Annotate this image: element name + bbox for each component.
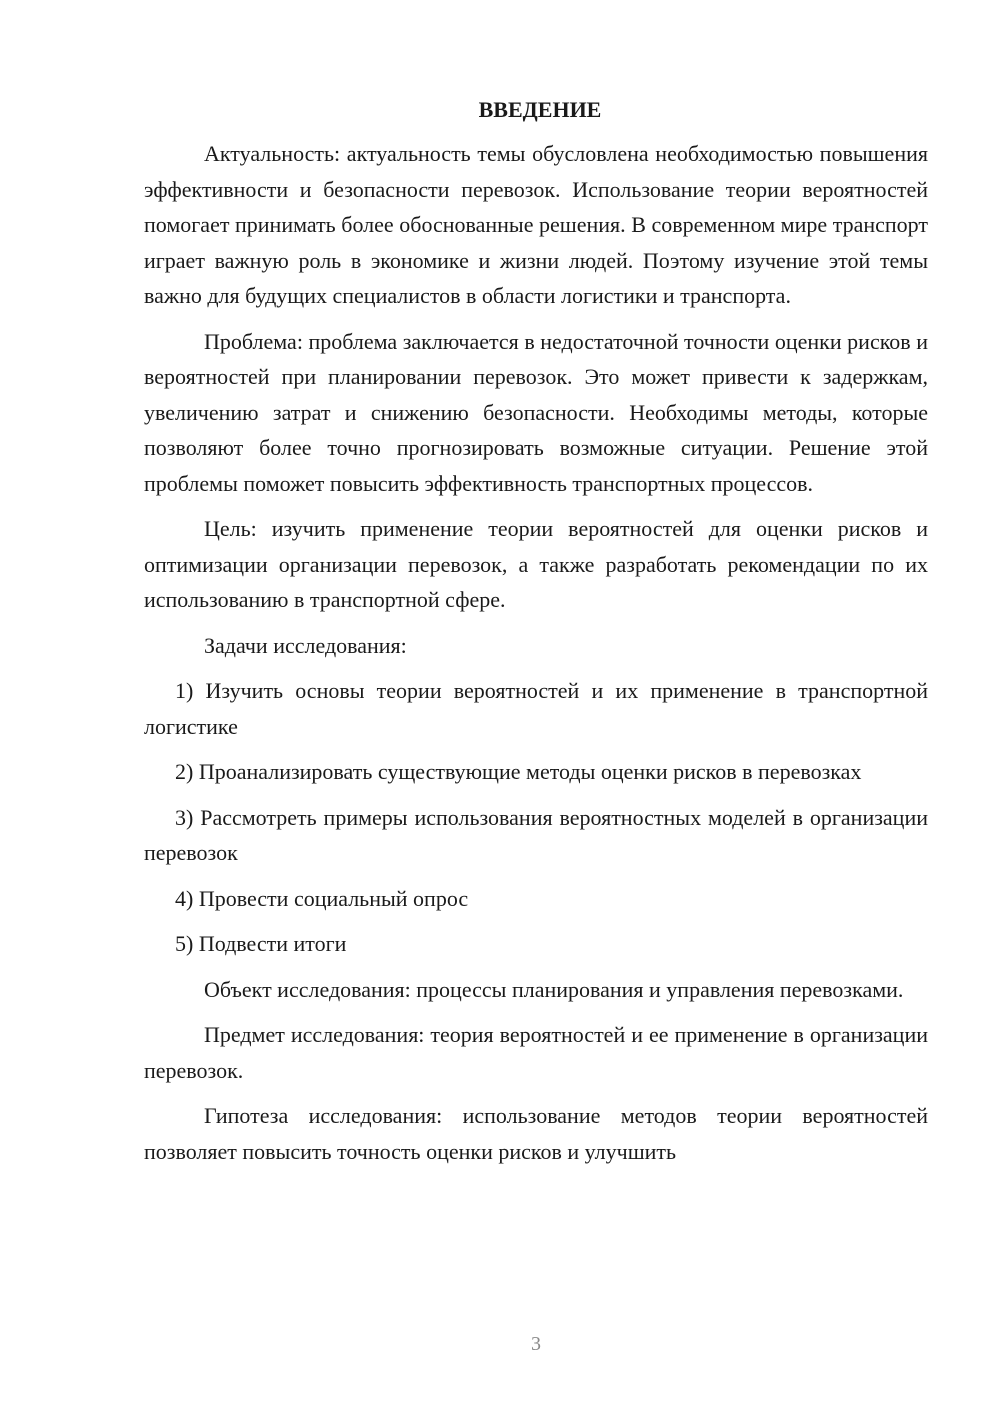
subject-paragraph: Предмет исследования: теория вероятностей и ее применение в организации перевозок.	[144, 1022, 928, 1083]
task-item-4: 4) Провести социальный опрос	[175, 885, 469, 911]
task-item-2: 2) Проанализировать существующие методы оценки рисков в перевозках	[175, 759, 862, 784]
page-number: 3	[531, 1333, 541, 1355]
hypothesis-paragraph: Гипотеза исследования: использование методов теории вероятностей позволяет повысить точность оценки рисков и улучшить	[144, 1103, 928, 1164]
relevance-paragraph: Актуальность: актуальность темы обусловлена необходимостью повышения эффективности и безопасности перевозок. Использование теории вероятностей помогает принимать более обоснованные решения. В современном мире транспорт играет важную роль в экономике и жизни людей. Поэтому изучение этой темы важно для будущих специалистов в области логистики и транспорта.	[144, 141, 928, 308]
goal-paragraph: Цель: изучить применение теории вероятностей для оценки рисков и оптимизации организации перевозок, а также разработать рекомендации по их использованию в транспортной сфере.	[144, 516, 928, 612]
task-item-5: 5) Подвести итоги	[175, 931, 347, 956]
object-paragraph: Объект исследования: процессы планирования и управления перевозками.	[204, 976, 904, 1002]
page-content	[144, 94, 928, 1179]
problem-paragraph: Проблема: проблема заключается в недостаточной точности оценки рисков и вероятностей при планировании перевозок. Это может привести к задержкам, увеличению затрат и снижению безопасности. Необходимы методы, которые позволяют более точно прогнозировать возможные ситуации. Решение этой проблемы поможет повысить эффективность транспортных процессов.	[144, 328, 928, 496]
task-item-1: 1) Изучить основы теории вероятностей и их применение в транспортной логистике	[144, 678, 928, 739]
tasks-list	[144, 673, 928, 962]
tasks-heading: Задачи исследования:	[204, 632, 407, 658]
page-title: ВВЕДЕНИЕ	[478, 97, 602, 122]
task-item-3: 3) Рассмотреть примеры использования вероятностных моделей в организации перевозок	[144, 804, 928, 865]
